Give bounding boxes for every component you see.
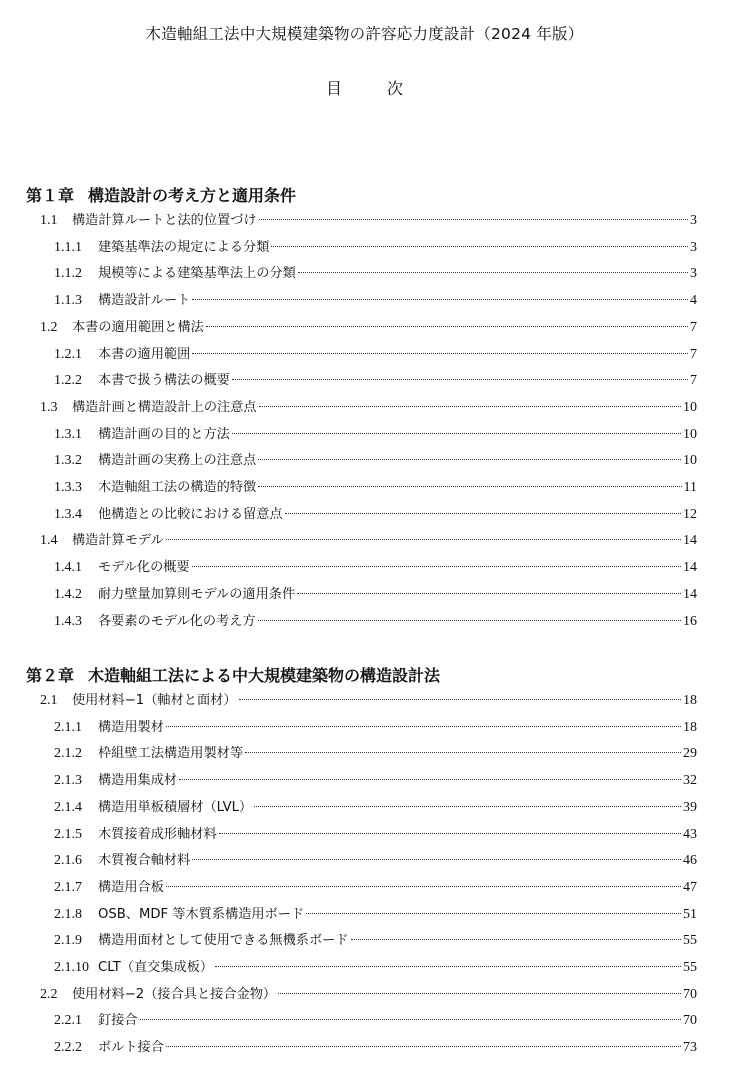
dot-leader	[259, 406, 681, 407]
toc-entry[interactable]	[40, 318, 697, 338]
entry-title: 木質複合軸材料	[98, 853, 191, 869]
entry-page: 14	[683, 560, 697, 576]
entry-number: 1.1.1	[54, 239, 82, 255]
dot-leader	[258, 486, 681, 487]
entry-page: 51	[683, 906, 697, 922]
entry-page: 14	[683, 533, 697, 549]
entry-number: 2.1.6	[54, 853, 82, 869]
entry-page: 16	[683, 613, 697, 629]
entry-number: 2.1	[40, 693, 58, 708]
entry-page: 47	[683, 879, 697, 895]
toc-entry[interactable]	[54, 558, 697, 578]
dot-leader	[219, 833, 681, 834]
entry-title: 構造計算モデル	[72, 533, 164, 549]
entry-page: 4	[690, 293, 697, 309]
entry-number: 1.4.3	[54, 613, 82, 629]
entry-page: 73	[683, 1040, 697, 1056]
entry-title: 構造用集成材	[98, 773, 178, 789]
toc-entry[interactable]	[40, 531, 697, 551]
entry-number: 2.1.7	[54, 879, 82, 895]
entry-page: 18	[683, 719, 697, 735]
dot-leader	[215, 966, 681, 967]
dot-leader	[258, 459, 681, 460]
entry-page: 12	[683, 506, 697, 522]
entry-title: 構造計画の実務上の注意点	[98, 453, 257, 469]
toc-entry[interactable]	[54, 505, 697, 525]
entry-number: 2.1.4	[54, 799, 82, 815]
toc-entry[interactable]	[54, 585, 697, 605]
dot-leader	[258, 620, 681, 621]
entry-title: 本書の適用範囲	[98, 346, 191, 362]
entry-page: 3	[690, 266, 697, 282]
toc-entry[interactable]	[54, 345, 697, 365]
entry-page: 29	[683, 746, 697, 762]
chapter-number: 第１章	[26, 186, 75, 205]
entry-number: 2.2.1	[54, 1013, 82, 1029]
entry-page: 3	[690, 213, 697, 228]
toc-entry[interactable]	[54, 612, 697, 632]
dot-leader	[192, 353, 688, 354]
entry-page: 18	[683, 693, 697, 708]
entry-number: 1.4.1	[54, 560, 82, 576]
dot-leader	[166, 886, 681, 887]
chapter-title: 木造軸組工法による中大規模建築物の構造設計法	[88, 666, 441, 685]
entry-title: 構造計算ルートと法的位置づけ	[72, 213, 257, 228]
dot-leader	[140, 1019, 681, 1020]
entry-title: 本書で扱う構法の概要	[98, 373, 230, 389]
entry-title: 使用材料−2（接合具と接合金物）	[72, 986, 277, 1002]
entry-page: 7	[690, 373, 697, 389]
toc-entry[interactable]	[54, 851, 697, 871]
entry-number: 1.3.1	[54, 426, 82, 442]
entry-title: 使用材料−1（軸材と面材）	[72, 693, 237, 708]
entry-title: 釘接合	[98, 1013, 138, 1029]
toc-entry[interactable]	[54, 958, 697, 978]
entry-page: 11	[683, 480, 697, 495]
entry-number: 1.2	[40, 319, 58, 335]
dot-leader	[306, 913, 681, 914]
entry-title: 本書の適用範囲と構法	[72, 319, 204, 335]
toc-entry[interactable]	[40, 691, 697, 711]
dot-leader	[351, 939, 681, 940]
toc-entry[interactable]	[54, 451, 697, 471]
toc-entry[interactable]	[40, 211, 697, 231]
dot-leader	[254, 806, 681, 807]
entry-title: 他構造との比較における留意点	[98, 506, 283, 522]
entry-title: 構造用製材	[98, 719, 164, 735]
dot-leader	[245, 752, 681, 753]
entry-number: 2.1.9	[54, 933, 82, 949]
entry-number: 2.2.2	[54, 1040, 82, 1056]
toc-entry[interactable]	[54, 371, 697, 391]
entry-title: OSB、MDF 等木質系構造用ボード	[98, 906, 305, 922]
entry-page: 7	[690, 319, 697, 335]
toc-entry[interactable]	[54, 238, 697, 258]
entry-title: 構造計画と構造設計上の注意点	[72, 399, 257, 415]
entry-title: 構造用単板積層材（LVL）	[98, 799, 253, 815]
toc-entry[interactable]	[54, 825, 697, 845]
dot-leader	[298, 272, 688, 273]
toc-entry[interactable]	[54, 905, 697, 925]
entry-title: ボルト接合	[98, 1040, 164, 1056]
entry-number: 1.4	[40, 533, 58, 549]
entry-title: 建築基準法の規定による分類	[98, 239, 270, 255]
entry-number: 2.1.1	[54, 719, 82, 735]
entry-page: 3	[690, 239, 697, 255]
entry-page: 10	[683, 426, 697, 442]
dot-leader	[259, 219, 688, 220]
entry-page: 32	[683, 773, 697, 789]
entry-page: 70	[683, 1013, 697, 1029]
chapter-title: 構造設計の考え方と適用条件	[88, 186, 297, 205]
entry-number: 2.1.3	[54, 773, 82, 789]
entry-title: CLT（直交集成板）	[98, 960, 214, 975]
entry-page: 10	[683, 453, 697, 469]
dot-leader	[271, 246, 688, 247]
dot-leader	[239, 699, 681, 700]
dot-leader	[232, 379, 688, 380]
entry-title: 構造計画の目的と方法	[98, 426, 230, 442]
entry-title: 耐力壁量加算則モデルの適用条件	[98, 586, 296, 602]
toc-entry[interactable]	[54, 771, 697, 791]
dot-leader	[278, 993, 681, 994]
entry-number: 1.3.3	[54, 480, 82, 495]
toc-entry[interactable]	[54, 744, 697, 764]
toc-entry[interactable]	[54, 478, 697, 498]
toc-entry[interactable]	[54, 291, 697, 311]
entry-number: 1.4.2	[54, 586, 82, 602]
entry-page: 46	[683, 853, 697, 869]
toc-entry[interactable]	[40, 985, 697, 1005]
chapter-heading	[26, 663, 440, 686]
toc-entry[interactable]	[54, 718, 697, 738]
entry-number: 1.3.4	[54, 506, 82, 522]
entry-number: 1.3	[40, 399, 58, 415]
entry-title: モデル化の概要	[98, 560, 190, 576]
toc-entry[interactable]	[54, 264, 697, 284]
chapter-number: 第２章	[26, 666, 75, 685]
dot-leader	[166, 1046, 681, 1047]
dot-leader	[285, 513, 681, 514]
entry-number: 2.1.8	[54, 906, 82, 922]
entry-number: 2.1.2	[54, 746, 82, 762]
entry-number: 2.1.10	[54, 960, 89, 975]
toc-entry[interactable]	[54, 798, 697, 818]
toc-entry[interactable]	[54, 931, 697, 951]
dot-leader	[179, 779, 681, 780]
document-title: 木造軸組工法中大規模建築物の許容応力度設計（2024 年版）	[145, 25, 584, 43]
entry-number: 1.2.1	[54, 346, 82, 362]
entry-page: 10	[683, 399, 697, 415]
toc-entry[interactable]	[54, 425, 697, 445]
entry-number: 2.1.5	[54, 826, 82, 842]
dot-leader	[166, 539, 681, 540]
entry-title: 各要素のモデル化の考え方	[98, 613, 256, 629]
entry-title: 構造設計ルート	[98, 293, 191, 309]
dot-leader	[192, 299, 688, 300]
entry-page: 7	[690, 346, 697, 362]
toc-entry[interactable]	[54, 878, 697, 898]
entry-title: 構造用面材として使用できる無機系ボード	[98, 933, 349, 949]
entry-page: 39	[683, 799, 697, 815]
entry-title: 枠組壁工法構造用製材等	[98, 746, 244, 762]
entry-title: 構造用合板	[98, 879, 164, 895]
chapter-heading	[26, 183, 296, 206]
dot-leader	[166, 726, 681, 727]
entry-page: 43	[683, 826, 697, 842]
toc-entry[interactable]	[54, 1011, 697, 1031]
entry-number: 1.1.3	[54, 293, 82, 309]
toc-entry[interactable]	[54, 1038, 697, 1058]
dot-leader	[232, 433, 681, 434]
dot-leader	[297, 593, 681, 594]
entry-title: 木造軸組工法の構造的特徴	[98, 480, 257, 495]
toc-entry[interactable]	[40, 398, 697, 418]
entry-number: 1.1.2	[54, 266, 82, 282]
entry-number: 1.3.2	[54, 453, 82, 469]
toc-heading: 目 次	[325, 79, 424, 98]
entry-page: 55	[683, 960, 697, 975]
entry-page: 70	[683, 986, 697, 1002]
entry-number: 1.2.2	[54, 373, 82, 389]
entry-title: 木質接着成形軸材料	[98, 826, 217, 842]
entry-number: 1.1	[40, 213, 58, 228]
dot-leader	[192, 566, 681, 567]
entry-page: 14	[683, 586, 697, 602]
entry-number: 2.2	[40, 986, 58, 1002]
entry-title: 規模等による建築基準法上の分類	[98, 266, 296, 282]
entry-page: 55	[683, 933, 697, 949]
dot-leader	[206, 326, 688, 327]
dot-leader	[192, 859, 681, 860]
